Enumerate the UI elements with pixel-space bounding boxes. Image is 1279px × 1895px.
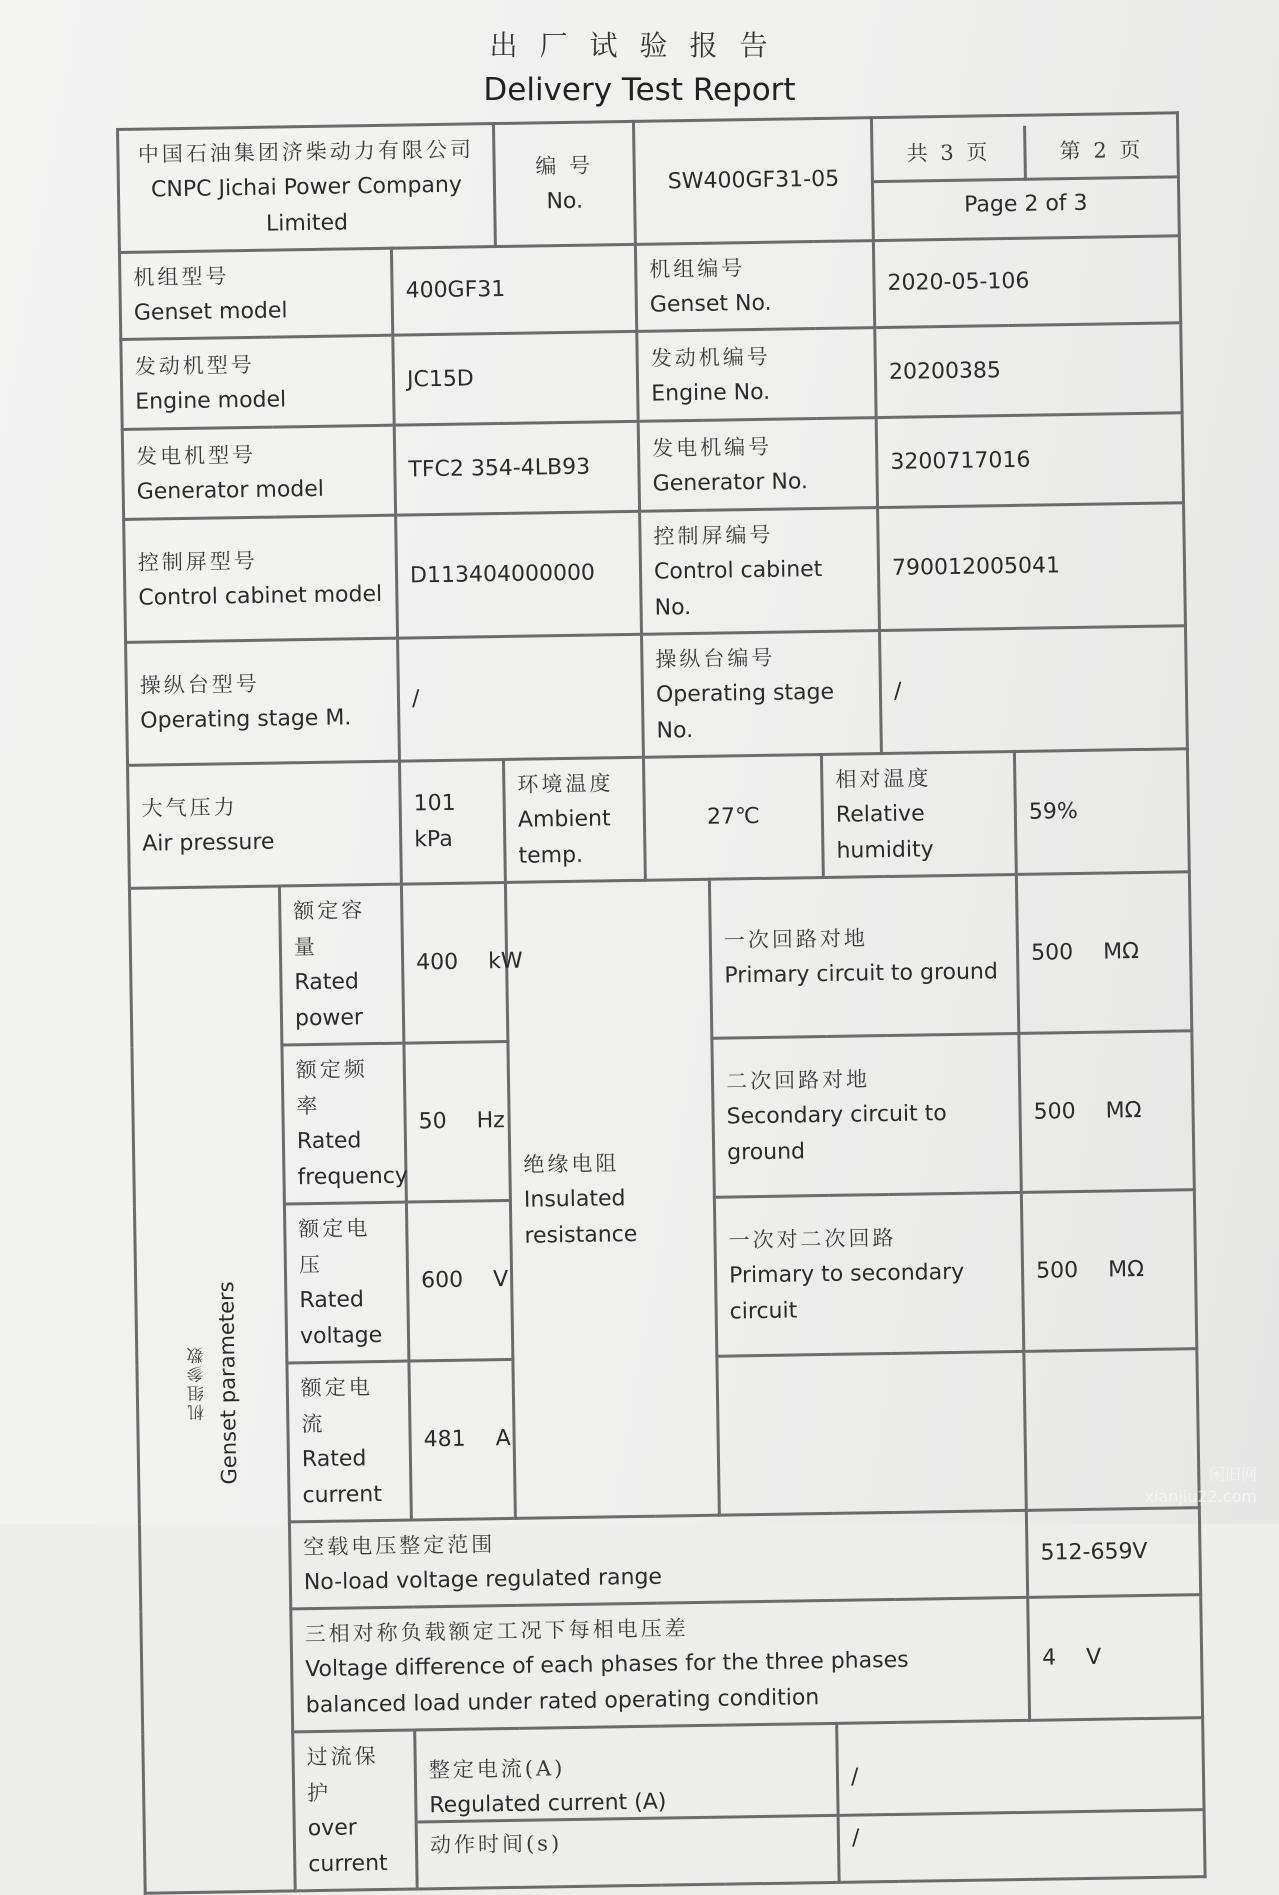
report-title-en: Delivery Test Report — [483, 72, 796, 108]
info-value-right: / — [880, 626, 1188, 754]
rated-label: 额定频率 Rated frequency — [282, 1043, 406, 1204]
header-row — [118, 113, 1180, 253]
report-number: SW400GF31-05 — [633, 118, 873, 245]
insulation-label: 绝缘电阻 Insulated resistance — [505, 879, 719, 1518]
voltdiff-row — [141, 1595, 1203, 1735]
ambient-temp-value: 27℃ — [643, 754, 823, 880]
regulated-current-value: / — [838, 1736, 1202, 1817]
report-table-wrapper — [116, 111, 1207, 1894]
info-value-left: / — [398, 634, 644, 761]
genset-row — [129, 872, 1191, 1048]
rated-value: 400 kW — [401, 882, 508, 1043]
ambient-temp-label: 环境温度 Ambient temp. — [503, 757, 645, 882]
number-label-en: No. — [546, 188, 584, 215]
insulation-item-value: 500 MΩ — [1021, 1190, 1196, 1352]
info-value-left: JC15D — [393, 331, 638, 425]
page-info-cell — [871, 113, 1179, 241]
overcurrent-sub-labels — [415, 1723, 839, 1889]
info-label-left: 操纵台型号 Operating stage M. — [126, 638, 400, 765]
info-label-left: 发电机型号 Generator model — [122, 425, 395, 519]
watermark-url: xianjiu22.com — [1144, 1487, 1257, 1506]
report-table — [116, 111, 1207, 1894]
noload-label: 空载电压整定范围 No-load voltage regulated range — [289, 1510, 1027, 1609]
voltdiff-value: 4 V — [1028, 1595, 1203, 1721]
page-info-en: Page 2 of 3 — [963, 190, 1088, 218]
insulation-item-value: 500 MΩ — [1016, 872, 1191, 1034]
info-row — [121, 323, 1182, 430]
noload-row — [139, 1508, 1200, 1612]
air-pressure-label: 大气压力 Air pressure — [128, 761, 402, 888]
page-info-table — [873, 123, 1178, 231]
overcurrent-row — [143, 1718, 1205, 1894]
report-title-cn: 出厂试验报告 — [489, 29, 790, 62]
genset-section-cn: 机组参数 — [186, 1345, 208, 1423]
info-label-left: 发动机型号 Engine model — [121, 335, 394, 429]
info-label-right: 操纵台编号 Operating stage No. — [642, 631, 882, 758]
info-value-left: TFC2 354-4LB93 — [394, 421, 639, 515]
info-value-right: 790012005041 — [878, 503, 1186, 631]
info-value-right: 2020-05-106 — [873, 236, 1180, 328]
number-label-cell — [494, 121, 636, 246]
rated-value: 481 A — [409, 1359, 516, 1520]
page-current: 第 2 页 — [1025, 123, 1177, 179]
insulation-item-label: 二次回路对地 Secondary circuit to ground — [712, 1033, 1021, 1197]
info-value-right: 20200385 — [875, 323, 1182, 418]
voltdiff-label: 三相对称负载额定工况下每相电压差 Voltage difference of each phases for the three phases balanced load under rated operating condition — [291, 1597, 1030, 1732]
noload-value: 512-659V — [1026, 1508, 1200, 1598]
insulation-item-label: 一次对二次回路 Primary to secondary circuit — [714, 1192, 1023, 1356]
site-watermark — [1144, 1464, 1257, 1508]
action-time-label: 动作时间(s) — [429, 1830, 563, 1857]
info-value-left: 400GF31 — [391, 244, 636, 335]
watermark-cn: 闲旧网 — [1208, 1465, 1257, 1484]
humidity-label: 相对温度 Relative humidity — [821, 751, 1016, 877]
rated-label: 额定电压 Rated voltage — [284, 1202, 408, 1363]
info-row — [119, 236, 1180, 340]
info-label-left: 控制屏型号 Control cabinet model — [124, 515, 398, 642]
info-label-right: 机组编号 Genset No. — [635, 241, 874, 332]
humidity-value: 59% — [1014, 749, 1189, 875]
info-label-left: 机组型号 Genset model — [119, 248, 392, 339]
rated-label: 额定电流 Rated current — [287, 1361, 411, 1522]
overcurrent-values — [837, 1718, 1205, 1883]
info-row — [122, 413, 1183, 520]
number-label-cn: 编 号 — [535, 153, 594, 179]
insulation-empty-cell — [717, 1351, 1026, 1515]
rated-label: 额定容量 Rated power — [279, 884, 403, 1045]
info-value-right: 3200717016 — [876, 413, 1183, 508]
company-cell — [118, 124, 496, 253]
info-label-right: 控制屏编号 Control cabinet No. — [640, 508, 880, 635]
overcurrent-label: 过流保护 over current — [293, 1730, 417, 1891]
info-value-left: D113404000000 — [396, 511, 642, 638]
genset-section-en: Genset parameters — [213, 1281, 241, 1486]
info-row — [124, 503, 1186, 643]
genset-section-label — [129, 886, 295, 1893]
page-total: 共 3 页 — [873, 125, 1025, 181]
air-pressure-value: 101 kPa — [399, 759, 505, 884]
insulation-item-label: 一次回路对地 Primary circuit to ground — [709, 874, 1018, 1038]
company-name-cn: 中国石油集团济柴动力有限公司 — [137, 137, 475, 167]
rated-value: 600 V — [406, 1200, 513, 1361]
company-name-en: CNPC Jichai Power Company Limited — [150, 172, 463, 237]
regulated-current-label: 整定电流(A) Regulated current (A) — [416, 1741, 836, 1823]
info-row — [126, 626, 1188, 766]
info-label-right: 发电机编号 Generator No. — [638, 418, 877, 512]
action-time-value: / — [851, 1825, 860, 1851]
insulation-item-value: 500 MΩ — [1019, 1031, 1194, 1193]
rated-value: 50 Hz — [404, 1041, 511, 1202]
info-label-right: 发动机编号 Engine No. — [637, 328, 876, 422]
environment-row — [128, 749, 1190, 889]
